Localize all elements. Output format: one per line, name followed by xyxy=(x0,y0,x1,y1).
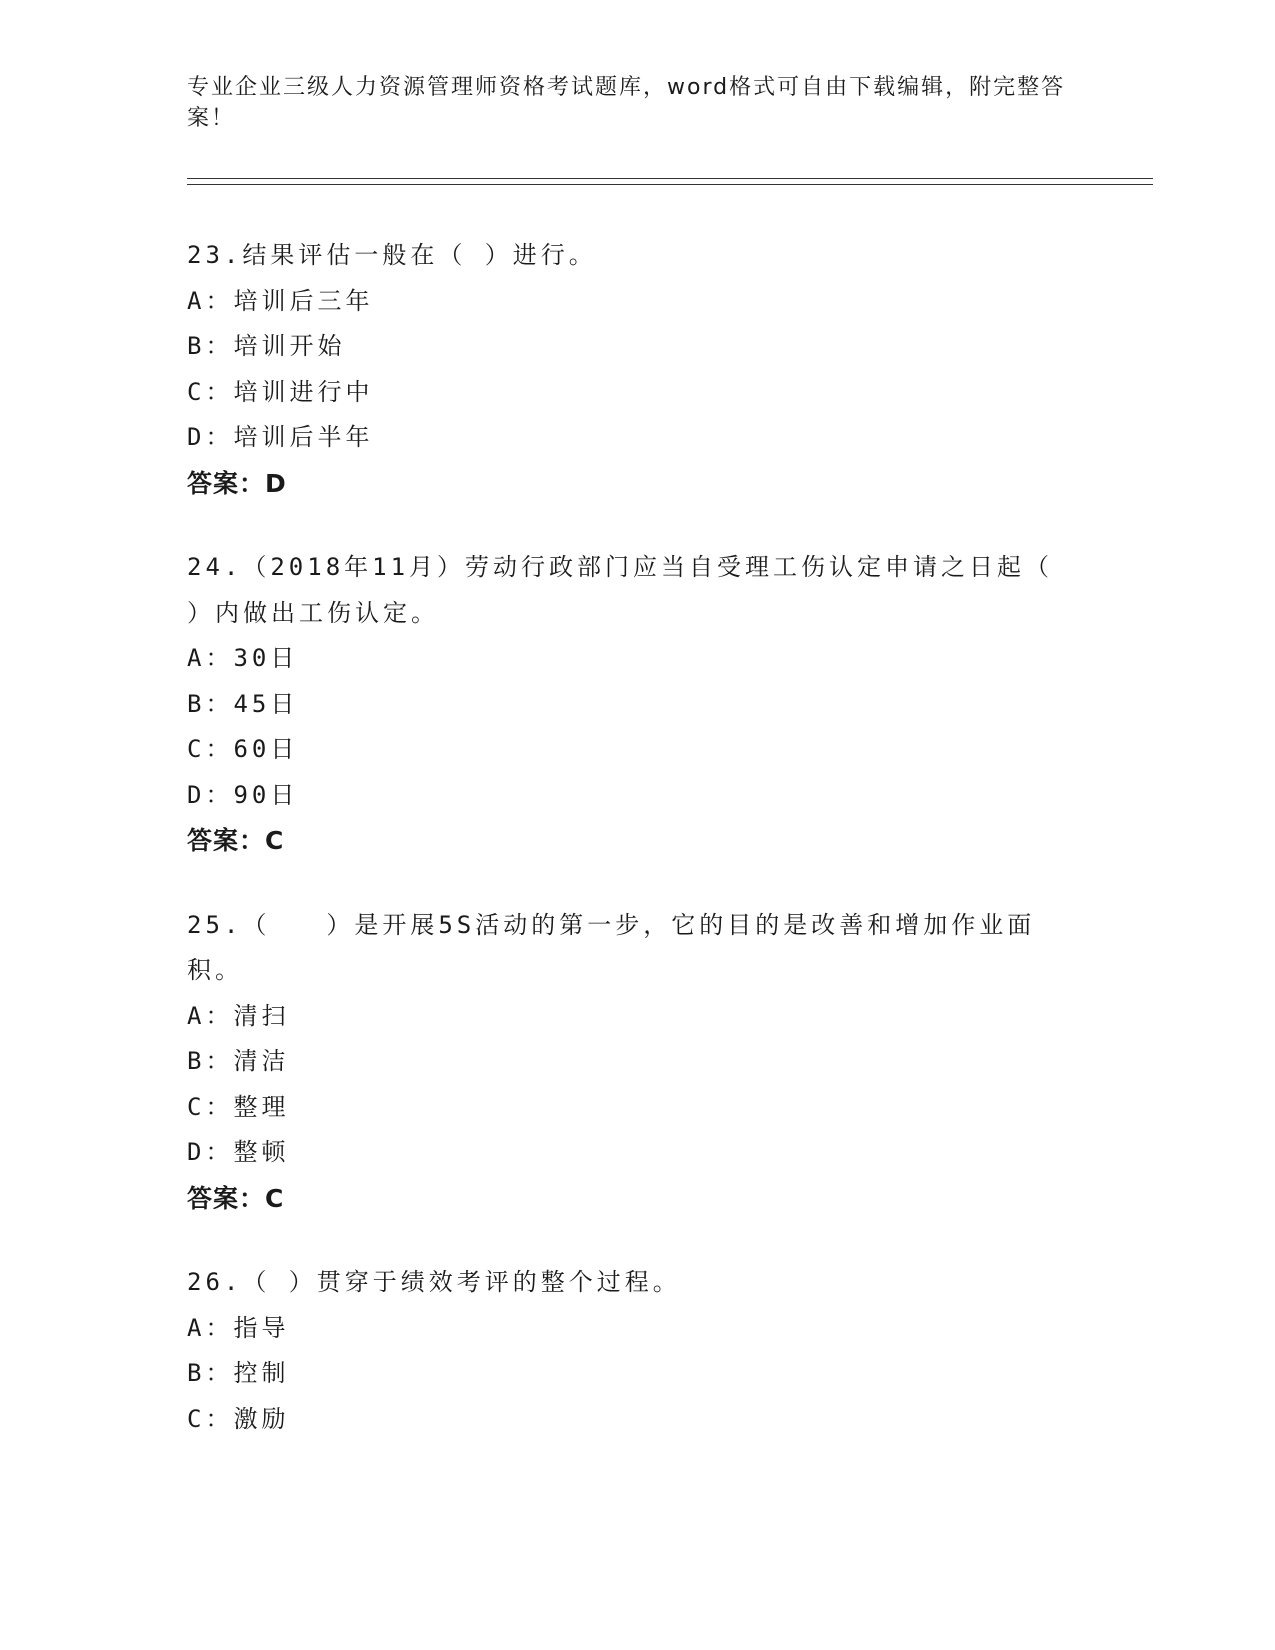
header-rule-bottom xyxy=(187,184,1153,185)
question-stem: 25.（ ）是开展5S活动的第一步，它的目的是改善和增加作业面 xyxy=(187,910,1036,939)
option-c: C：培训进行中 xyxy=(187,377,374,406)
question-25 xyxy=(187,903,1067,1222)
option-a: A：指导 xyxy=(187,1313,290,1342)
option-d: D：整顿 xyxy=(187,1138,290,1166)
option-a: A：培训后三年 xyxy=(187,286,374,315)
option-c: C：整理 xyxy=(187,1092,290,1121)
option-c: C：激励 xyxy=(187,1404,290,1433)
question-stem: 24.（2018年11月）劳动行政部门应当自受理工伤认定申请之日起（ xyxy=(187,553,1054,581)
question-24 xyxy=(187,545,1067,864)
question-23 xyxy=(187,233,1067,506)
question-stem: 23.结果评估一般在（ ）进行。 xyxy=(187,241,597,269)
question-list xyxy=(187,233,1067,1481)
document-header: 专业企业三级人力资源管理师资格考试题库，word格式可自由下载编辑，附完整答案！ xyxy=(187,75,1066,131)
answer-label: 答案：C xyxy=(187,1183,285,1213)
option-d: D：90日 xyxy=(187,780,299,809)
option-c: C：60日 xyxy=(187,735,299,763)
option-b: B：45日 xyxy=(187,689,299,718)
question-26 xyxy=(187,1260,1067,1442)
answer-label: 答案：D xyxy=(187,468,287,498)
option-b: B：控制 xyxy=(187,1359,290,1387)
option-b: B：培训开始 xyxy=(187,332,346,360)
option-d: D：培训后半年 xyxy=(187,423,374,451)
question-stem-continued: ）内做出工伤认定。 xyxy=(187,598,439,627)
question-stem: 26.（ ）贯穿于绩效考评的整个过程。 xyxy=(187,1268,681,1296)
option-a: A：清扫 xyxy=(187,1001,290,1030)
option-a: A：30日 xyxy=(187,644,299,672)
header-rule-top xyxy=(187,178,1153,179)
option-b: B：清洁 xyxy=(187,1047,290,1075)
question-stem-continued: 积。 xyxy=(187,956,243,984)
answer-label: 答案：C xyxy=(187,826,285,855)
